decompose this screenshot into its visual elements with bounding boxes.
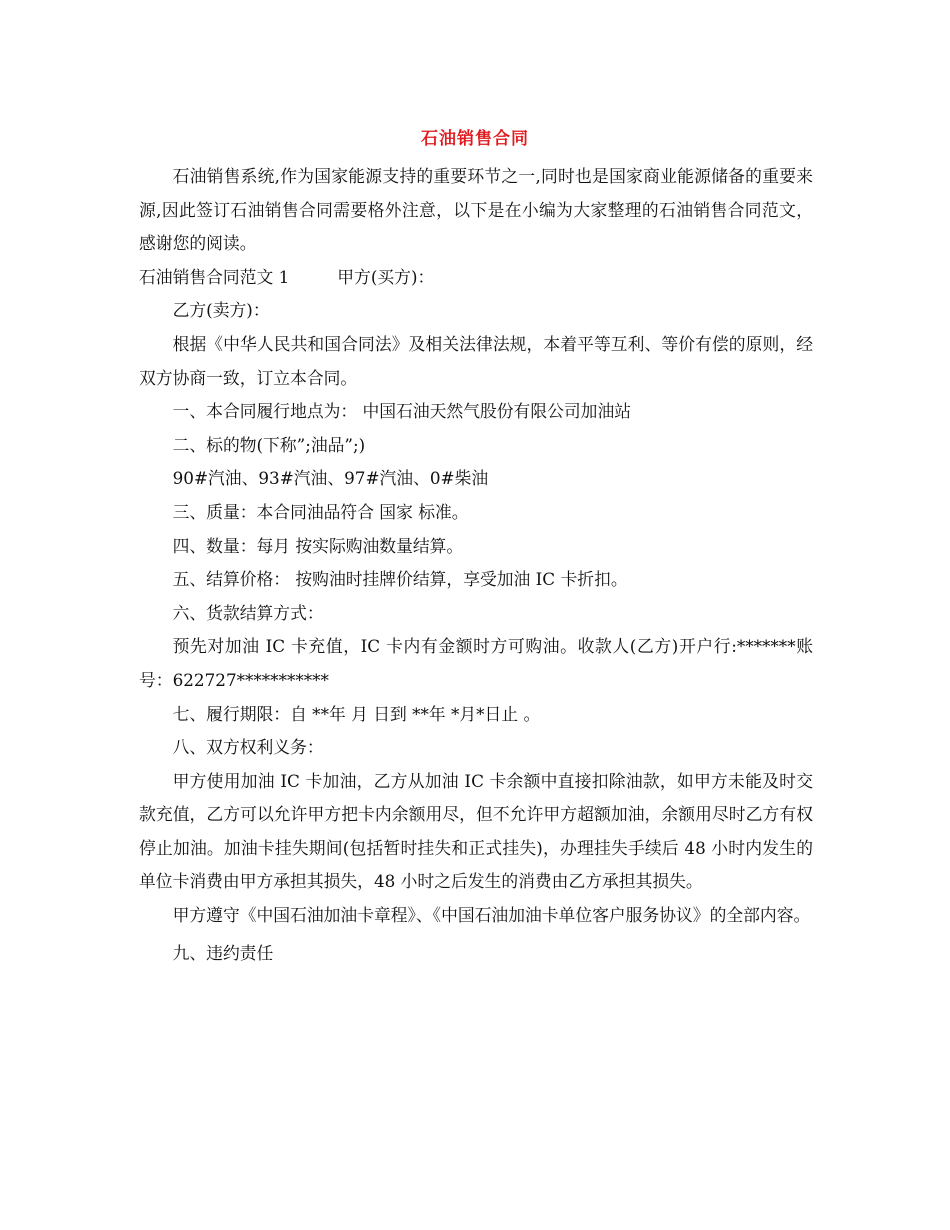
intro-paragraph: 石油销售系统,作为国家能源支持的重要环节之一,同时也是国家商业能源储备的重要来源,因此签订石油销售合同需要格外注意，以下是在小编为大家整理的石油销售合同范文，感谢您的阅读。 bbox=[139, 166, 813, 254]
party-b-label: 乙方(卖方)： bbox=[172, 300, 270, 321]
clause-4: 四、数量：每月 按实际购油数量结算。 bbox=[172, 535, 464, 556]
sample-heading: 石油销售合同范文 1 bbox=[139, 266, 290, 287]
clause-7: 七、履行期限：自 **年 月 日到 **年 *月*日止 。 bbox=[172, 703, 541, 724]
payment-paragraph: 预先对加油 IC 卡充值，IC 卡内有金额时方可购油。收款人(乙方)开户行:*******账号：622727*********** bbox=[139, 636, 813, 690]
clause-5: 五、结算价格： 按购油时挂牌价结算，享受加油 IC 卡折扣。 bbox=[172, 569, 628, 590]
clause-9: 九、违约责任 bbox=[172, 942, 274, 963]
products-line: 90#汽油、93#汽油、97#汽油、0#柴油 bbox=[172, 468, 489, 489]
rights-paragraph: 甲方使用加油 IC 卡加油，乙方从加油 IC 卡余额中直接扣除油款，如甲方未能及时交款充值，乙方可以允许甲方把卡内余额用尽，但不允许甲方超额加油，余额用尽时乙方有权停止加油。加油卡挂失期间(包括暂时挂失和正式挂失)，办理挂失手续后 48 小时内发生的单位卡消费由甲方承担其损失，48 小时之后发生的消费由乙方承担其损失。 bbox=[139, 770, 813, 892]
party-a-label: 甲方(买方)： bbox=[337, 266, 435, 287]
clause-1: 一、本合同履行地点为： 中国石油天然气股份有限公司加油站 bbox=[172, 401, 632, 422]
sample-heading-line bbox=[139, 261, 813, 295]
compliance-paragraph: 甲方遵守《中国石油加油卡章程》、《中国石油加油卡单位客户服务协议》的全部内容。 bbox=[172, 905, 811, 926]
clause-2: 二、标的物(下称”;油品”;) bbox=[172, 434, 366, 455]
clause-8: 八、双方权利义务： bbox=[172, 737, 324, 758]
clause-3: 三、质量：本合同油品符合 国家 标准。 bbox=[172, 501, 469, 522]
document-title: 石油销售合同 bbox=[421, 129, 529, 149]
clause-6: 六、货款结算方式： bbox=[172, 602, 324, 623]
document-body bbox=[139, 160, 813, 970]
basis-paragraph: 根据《中华人民共和国合同法》及相关法律法规，本着平等互利、等价有偿的原则，经双方协商一致，订立本合同。 bbox=[139, 333, 813, 388]
